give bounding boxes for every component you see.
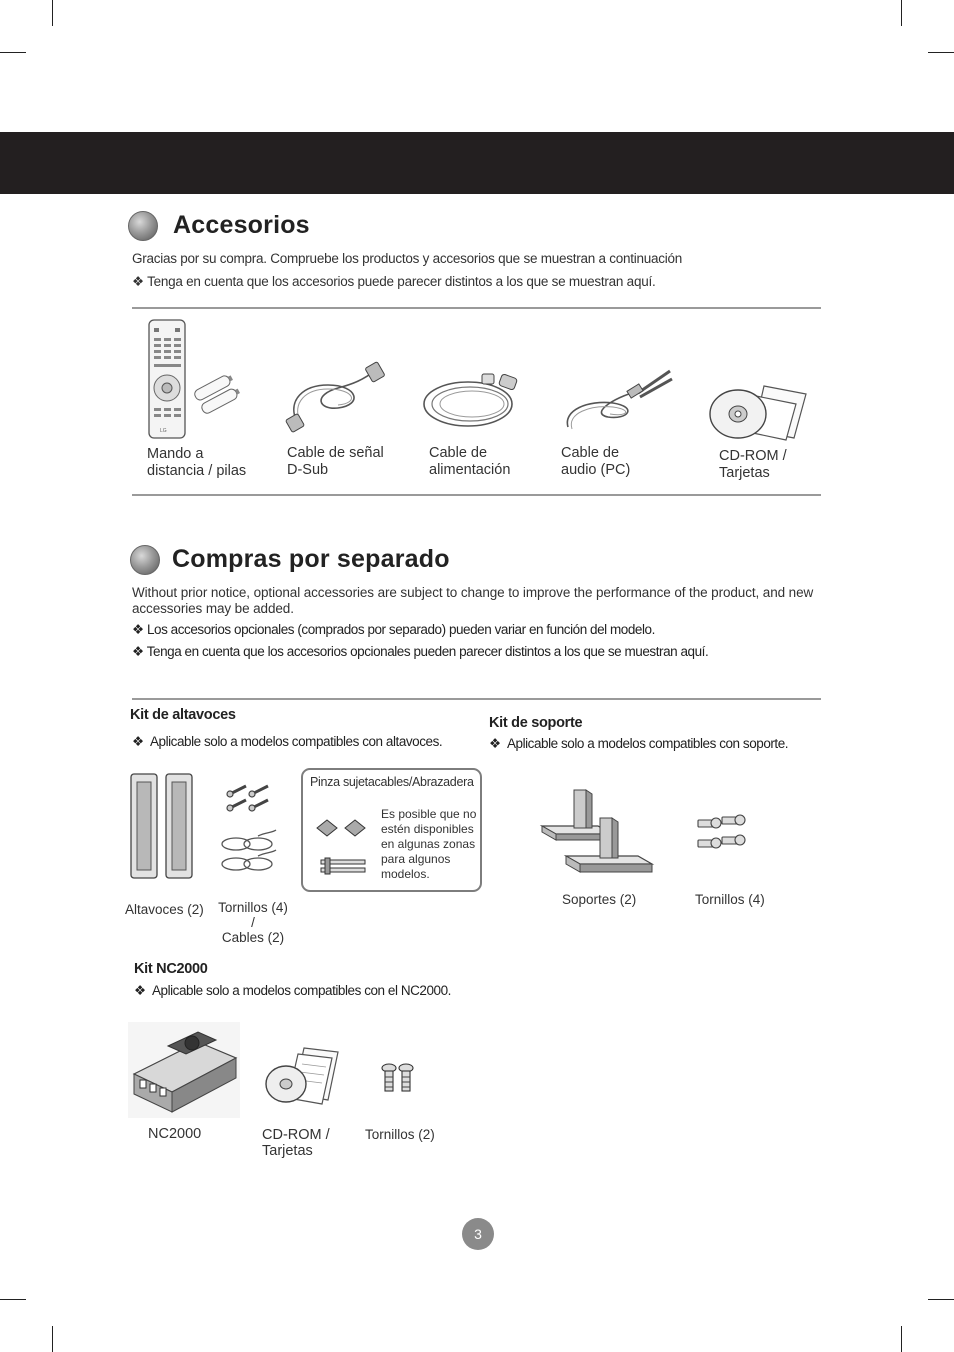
stand-screws-label: Tornillos (4) <box>695 892 765 907</box>
nc-cdrom-label: CD-ROM / Tarjetas <box>262 1127 330 1159</box>
kit-nc2000-note: ❖ Aplicable solo a modelos compatibles con el NC2000. <box>134 983 451 998</box>
section-bullet-icon <box>130 545 160 575</box>
crop-mark <box>928 52 954 53</box>
screws-cables-icon <box>218 778 278 878</box>
speakers-icon <box>128 770 196 882</box>
screws-icon <box>380 1063 416 1095</box>
svg-text:LG: LG <box>160 428 167 434</box>
power-cable-icon <box>420 370 525 435</box>
section-title-accesorios: Accesorios <box>173 211 310 239</box>
accesorios-note: ❖ Tenga en cuenta que los accesorios puede parecer distintos a los que se muestran aquí. <box>132 274 656 289</box>
clamp-title: Pinza sujetacables/Abrazadera <box>310 775 474 789</box>
stands-icon <box>538 786 656 878</box>
nc2000-label: NC2000 <box>148 1126 202 1142</box>
crop-mark <box>901 1326 902 1352</box>
compras-note-2: ❖ Tenga en cuenta que los accesorios opcionales pueden parecer distintos a los que se muestran aquí. <box>132 644 709 659</box>
screws-icon <box>696 813 748 853</box>
crop-mark <box>52 1326 53 1352</box>
audio-cable-icon <box>558 365 673 437</box>
item-label-audio: Cable de audio (PC) <box>561 445 631 478</box>
compras-note-1: ❖ Los accesorios opcionales (comprados por separado) pueden variar en función del modelo. <box>132 622 655 637</box>
dsub-cable-icon <box>278 360 393 435</box>
clamp-note: Es posible que no estén disponibles en algunas zonas para algunos modelos. <box>381 807 477 881</box>
kit-soporte-note: ❖ Aplicable solo a modelos compatibles con soporte. <box>489 736 789 751</box>
crop-mark <box>0 52 26 53</box>
divider <box>132 494 821 496</box>
diamond-bullet-icon: ❖ <box>132 622 144 637</box>
diamond-bullet-icon: ❖ <box>132 734 144 749</box>
screws-cables-label: Tornillos (4) / Cables (2) <box>218 900 288 945</box>
divider <box>132 698 821 700</box>
accesorios-intro: Gracias por su compra. Compruebe los productos y accesorios que se muestran a continuación <box>132 251 683 266</box>
compras-intro: Without prior notice, optional accessories are subject to change to improve the performance of the product, and new accessories may be added. <box>132 585 814 616</box>
page-number: 3 <box>462 1218 494 1250</box>
cable-clamp-icon <box>315 818 377 878</box>
item-label-remote: Mando a distancia / pilas <box>147 446 247 479</box>
header-band <box>0 132 954 194</box>
section-bullet-icon <box>128 211 158 241</box>
crop-mark <box>928 1299 954 1300</box>
nc2000-device-icon <box>128 1022 240 1118</box>
nc-screws-label: Tornillos (2) <box>365 1127 435 1142</box>
section-title-compras: Compras por separado <box>172 545 450 573</box>
crop-mark <box>52 0 53 26</box>
cd-rom-icon <box>264 1044 340 1106</box>
diamond-bullet-icon: ❖ <box>489 736 501 751</box>
clamp-note-box <box>301 768 482 892</box>
crop-mark <box>901 0 902 26</box>
divider <box>132 307 821 309</box>
diamond-bullet-icon: ❖ <box>132 274 144 289</box>
crop-mark <box>0 1299 26 1300</box>
kit-altavoces-note: ❖ Aplicable solo a modelos compatibles con altavoces. <box>132 734 443 749</box>
remote-control-icon <box>145 318 240 440</box>
diamond-bullet-icon: ❖ <box>134 983 146 998</box>
kit-soporte-title: Kit de soporte <box>489 715 583 731</box>
item-label-dsub: Cable de señal D-Sub <box>287 445 384 478</box>
speakers-label: Altavoces (2) <box>125 902 204 917</box>
cd-rom-icon <box>706 380 811 442</box>
kit-nc2000-title: Kit NC2000 <box>134 961 208 977</box>
item-label-cdrom: CD-ROM / Tarjetas <box>719 448 787 481</box>
stands-label: Soportes (2) <box>562 892 637 907</box>
kit-altavoces-title: Kit de altavoces <box>130 707 236 723</box>
item-label-power: Cable de alimentación <box>429 445 511 478</box>
diamond-bullet-icon: ❖ <box>132 644 144 659</box>
